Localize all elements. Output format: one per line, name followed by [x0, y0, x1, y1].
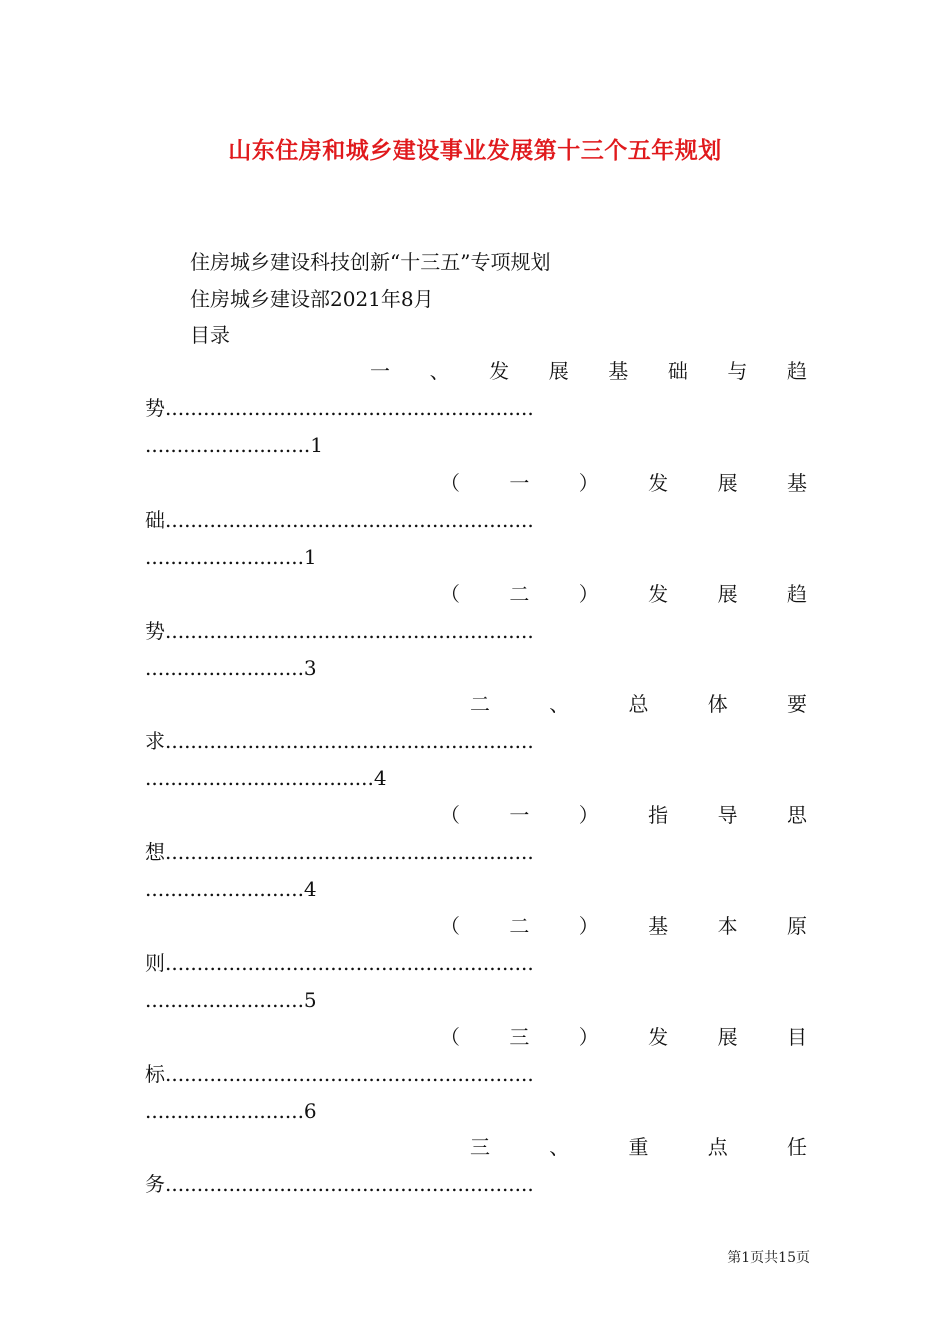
toc-entry-char: 发	[489, 359, 510, 383]
toc-entry-char: ）	[578, 1025, 599, 1049]
toc-entry-leader: 求..........................................................	[145, 729, 534, 753]
toc-entry-char: 展	[717, 471, 738, 495]
toc-entry-char: 思	[786, 803, 807, 827]
toc-entry-char: 基	[608, 359, 629, 383]
toc-entry-char: 展	[717, 582, 738, 606]
toc-entry-char: 、	[429, 359, 450, 383]
toc-entry-char: ）	[578, 803, 599, 827]
toc-entry-title	[440, 912, 807, 940]
toc-entry-title	[470, 690, 807, 718]
toc-entry-title	[440, 580, 807, 608]
toc-entry-char: 要	[787, 692, 807, 716]
toc-entry-char: 三	[470, 1135, 490, 1159]
toc-entry-char: 、	[549, 1135, 570, 1159]
toc-entry-char: 体	[707, 692, 728, 716]
toc-entry-char: 一	[370, 359, 390, 383]
toc-entry-page: .........................4	[145, 877, 317, 901]
toc-entry-leader: 势..........................................................	[145, 619, 534, 643]
toc-entry-char: 与	[727, 359, 748, 383]
toc-entry-char: 展	[548, 359, 569, 383]
toc-entry-char: 原	[786, 914, 807, 938]
toc-entry-page: .........................5	[145, 988, 317, 1012]
page-footer: 第1页共15页	[727, 1250, 810, 1266]
toc-entry-char: 基	[786, 471, 807, 495]
toc-entry-char: ）	[578, 471, 599, 495]
toc-entry-page: ..........................1	[145, 433, 324, 457]
toc-entry-char: （	[440, 582, 460, 606]
toc-entry-char: 一	[509, 471, 530, 495]
toc-entry-char: 础	[667, 359, 688, 383]
toc-entry-char: 三	[509, 1025, 530, 1049]
toc-entry-char: 任	[787, 1135, 807, 1159]
toc-entry-page: .........................1	[145, 545, 317, 569]
toc-entry-char: 本	[717, 914, 738, 938]
toc-entry-char: ）	[578, 582, 599, 606]
toc-entry-char: 一	[509, 803, 530, 827]
publisher-line: 住房城乡建设部2021年8月	[190, 287, 434, 311]
toc-entry-page: ....................................4	[145, 766, 387, 790]
toc-entry-char: 基	[648, 914, 669, 938]
toc-entry-leader: 础..........................................................	[145, 508, 534, 532]
toc-entry-title	[470, 1133, 807, 1161]
toc-entry-char: 发	[648, 1025, 669, 1049]
toc-entry-char: （	[440, 1025, 460, 1049]
toc-entry-char: 趋	[786, 582, 807, 606]
toc-entry-leader: 务..........................................................	[145, 1172, 534, 1196]
toc-entry-page: .........................6	[145, 1099, 317, 1123]
toc-entry-char: （	[440, 471, 460, 495]
toc-entry-leader: 想..........................................................	[145, 840, 534, 864]
toc-heading: 目录	[190, 323, 230, 347]
toc-entry-char: 目	[786, 1025, 807, 1049]
toc-entry-leader: 势..........................................................	[145, 396, 534, 420]
toc-entry-char: 发	[648, 471, 669, 495]
toc-entry-title	[370, 357, 807, 385]
toc-entry-char: 总	[628, 692, 649, 716]
toc-entry-page: .........................3	[145, 656, 317, 680]
document-title: 山东住房和城乡建设事业发展第十三个五年规划	[228, 137, 722, 164]
toc-entry-char: 二	[509, 914, 530, 938]
toc-entry-char: （	[440, 803, 460, 827]
subtitle-line: 住房城乡建设科技创新“十三五”专项规划	[190, 250, 551, 274]
toc-entry-char: 二	[509, 582, 530, 606]
toc-entry-char: （	[440, 914, 460, 938]
toc-entry-leader: 则..........................................................	[145, 951, 534, 975]
toc-entry-title	[440, 1023, 807, 1051]
toc-entry-char: 发	[648, 582, 669, 606]
toc-entry-char: 重	[628, 1135, 649, 1159]
toc-entry-char: 二	[470, 692, 490, 716]
toc-entry-char: 导	[717, 803, 738, 827]
toc-entry-char: ）	[578, 914, 599, 938]
toc-entry-char: 展	[717, 1025, 738, 1049]
toc-entry-char: 、	[549, 692, 570, 716]
toc-entry-title	[440, 469, 807, 497]
toc-entry-char: 点	[707, 1135, 728, 1159]
toc-entry-char: 指	[648, 803, 669, 827]
toc-entry-leader: 标..........................................................	[145, 1062, 534, 1086]
toc-entry-title	[440, 801, 807, 829]
toc-entry-char: 趋	[786, 359, 807, 383]
